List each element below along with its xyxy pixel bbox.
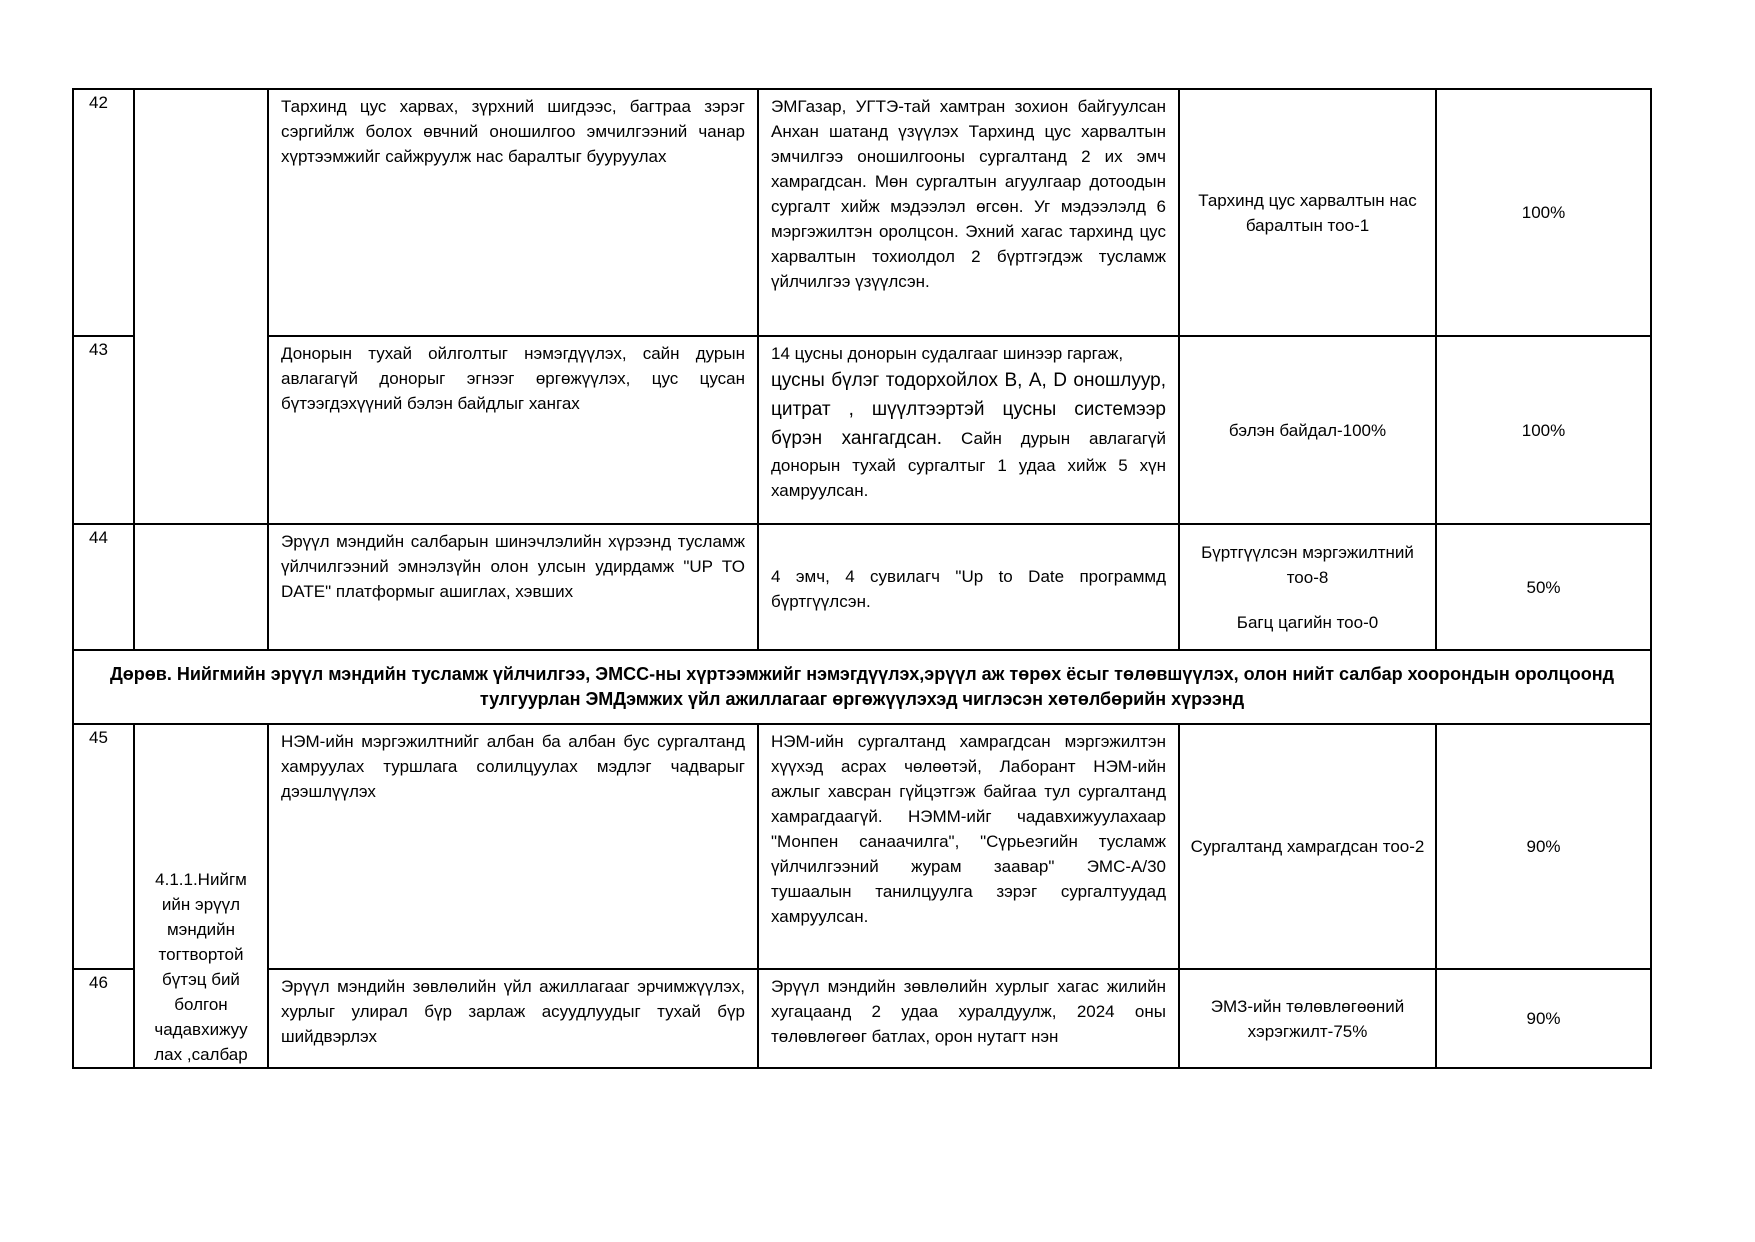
table-row — [73, 89, 1651, 336]
section-heading-row — [73, 650, 1651, 724]
plan-report-table — [72, 88, 1652, 1069]
goal-cell: Донорын тухай ойлголтыг нэмэгдүүлэх, сайн дурын авлагагүй донорыг эгнээг өргөжүүлэх, цус цусан бүтээгдэхүүний бэлэн байдлыг хангах — [268, 336, 758, 524]
implementation-text-part: 14 цусны донорын судалгааг шинээр гаргаж, — [771, 344, 1124, 363]
table-row — [73, 724, 1651, 969]
sub-objective-cell-empty — [134, 524, 268, 650]
percent-cell: 100% — [1436, 336, 1651, 524]
goal-cell: НЭМ-ийн мэргэжилтнийг албан ба албан бус сургалтанд хамруулах туршлага солилцуулах мэдлэг чадварыг дээшлүүлэх — [268, 724, 758, 969]
table-row — [73, 336, 1651, 524]
goal-cell: Эрүүл мэндийн салбарын шинэчлэлийн хүрээнд тусламж үйлчилгээний эмнэлзүйн олон улсын удирдамж "UP TO DATE" платформыг ашиглах, хэвших — [268, 524, 758, 650]
implementation-cell — [758, 336, 1179, 524]
implementation-cell: Эрүүл мэндийн зөвлөлийн хурлыг хагас жилийн хугацаанд 2 удаа хуралдуулж, 2024 оны төлөвлөгөөг батлах, орон нутагт нэн — [758, 969, 1179, 1068]
indicator-cell — [1179, 524, 1436, 650]
indicator-cell: Сургалтанд хамрагдсан тоо-2 — [1179, 724, 1436, 969]
section-heading: Дөрөв. Нийгмийн эрүүл мэндийн тусламж үйлчилгээ, ЭМСС-ны хүртээмжийг нэмэгдүүлэх,эрүүл аж төрөх ёсыг төлөвшүүлэх, олон нийт салбар хоорондын оролцоонд тулгуурлан ЭМДэмжих үйл ажиллагааг өргөжүүлэхэд чиглэсэн хөтөлбөрийн хүрээнд — [73, 650, 1651, 724]
row-number: 45 — [73, 724, 134, 969]
percent-cell: 90% — [1436, 724, 1651, 969]
row-number: 43 — [73, 336, 134, 524]
implementation-text-part: цусны бүлэг тодорхойлох В, А, D оношлуур, цитрат , шүүлтээртэй цусны системээр бүрэн хангагдсан. — [771, 370, 1166, 449]
indicator-cell: бэлэн байдал-100% — [1179, 336, 1436, 524]
goal-cell: Тархинд цус харвах, зүрхний шигдээс, багтраа зэрэг сэргийлж болох өвчний оношилгоо эмчилгээний чанар хүртээмжийг сайжруулж нас баралтыг бууруулах — [268, 89, 758, 336]
indicator-text-part: Багц цагийн тоо-0 — [1236, 612, 1379, 632]
row-number: 44 — [73, 524, 134, 650]
implementation-cell: ЭМГазар, УГТЭ-тай хамтран зохион байгуулсан Анхан шатанд үзүүлэх Тархинд цус харвалтын эмчилгээ оношилгооны сургалтанд 2 их эмч хамрагдсан. Мөн сургалтын агуулгаар дотоодын сургалт хийж мэдээлэл өгсөн. Уг мэдээлэлд 6 мэргэжилтэн оролцсон. Эхний хагас тархинд цус харвалтын тохиолдол 2 бүртгэгдэж тусламж үйлчилгээ үзүүлсэн. — [758, 89, 1179, 336]
percent-cell: 90% — [1436, 969, 1651, 1068]
implementation-cell: НЭМ-ийн сургалтанд хамрагдсан мэргэжилтэн хүүхэд асрах чөлөөтэй, Лаборант НЭМ-ийн ажлыг хавсран гүйцэтгэж байгаа тул сургалтанд хамрагдаагүй. НЭММ-ийг чадавхижуулахаар "Монпен санаачилга", "Сүрьеэгийн тусламж үйлчилгээний журам заавар" ЭМС-А/30 тушаалын танилцуулга зэрэг сургалтуудад хамруулсан. — [758, 724, 1179, 969]
implementation-cell: 4 эмч, 4 сувилагч "Up to Date программд бүртгүүлсэн. — [758, 524, 1179, 650]
implementation-text-part: Сайн дурын авлагагүй донорын тухай сургалтыг 1 удаа хийж 5 хүн хамруулсан. — [771, 429, 1166, 500]
sub-objective-cell-empty — [134, 89, 268, 524]
row-number: 42 — [73, 89, 134, 336]
indicator-cell: ЭМЗ-ийн төлөвлөгөөний хэрэгжилт-75% — [1179, 969, 1436, 1068]
percent-cell: 50% — [1436, 524, 1651, 650]
indicator-text-part: Бүртгүүлсэн мэргэжилтний тоо-8 — [1201, 542, 1414, 587]
goal-cell: Эрүүл мэндийн зөвлөлийн үйл ажиллагааг эрчимжүүлэх, хурлыг улирал бүр зарлаж асуудлуудыг тухай бүр шийдвэрлэх — [268, 969, 758, 1068]
table-row — [73, 524, 1651, 650]
table-row — [73, 969, 1651, 1068]
row-number: 46 — [73, 969, 134, 1068]
indicator-cell: Тархинд цус харвалтын нас баралтын тоо-1 — [1179, 89, 1436, 336]
sub-objective-cell: 4.1.1.Нийгм ийн эрүүл мэндийн тогтвортой бүтэц бий болгон чадавхижуу лах ,салбар — [134, 724, 268, 1068]
percent-cell: 100% — [1436, 89, 1651, 336]
